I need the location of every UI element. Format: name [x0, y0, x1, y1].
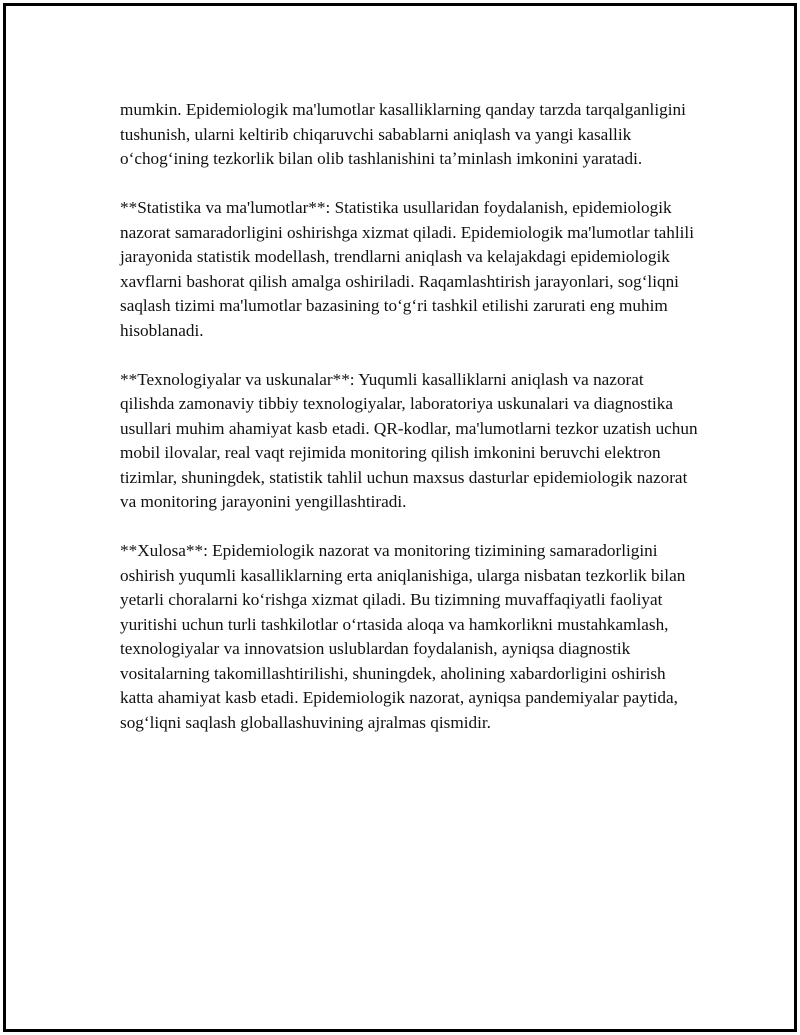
paragraph-technologies: **Texnologiyalar va uskunalar**: Yuqumli kasalliklarni aniqlash va nazorat qilishda zamonaviy tibbiy texnologiyalar, laboratoriya uskunalari va diagnostika usullari muhim ahamiyat kasb etadi. QR-kodlar, ma'lumotlarni tezkor uzatish uchun mobil ilovalar, real vaqt rejimida monitoring qilish imkonini beruvchi elektron tizimlar, shuningdek, statistik tahlil uchun maxsus dasturlar epidemiologik nazorat va monitoring jarayonini yengillashtiradi. — [120, 369, 698, 511]
paragraph-intro-continuation: mumkin. Epidemiologik ma'lumotlar kasalliklarning qanday tarzda tarqalganligini tushunish, ularni keltirib chiqaruvchi sabablarni aniqlash va yangi kasallik oʻchogʻining tezkorlik bilan olib tashlanishini taʼminlash imkonini yaratadi. — [120, 100, 686, 168]
paragraph-conclusion: **Xulosa**: Epidemiologik nazorat va monitoring tizimining samaradorligini oshirish yuqumli kasalliklarning erta aniqlanishiga, ularga nisbatan tezkorlik bilan yetarli choralarni koʻrishga xizmat qiladi. Bu tizimning muvaffaqiyatli faoliyat yuritishi uchun turli tashkilotlar oʻrtasida aloqa va hamkorlikni mustahkamlash, texnologiyalar va innovatsion uslublardan foydalanish, ayniqsa diagnostik vositalarning takomillashtirilishi, shuningdek, aholining xabardorligini oshirish katta ahamiyat kasb etadi. Epidemiologik nazorat, ayniqsa pandemiyalar paytida, sogʻliqni saqlash globallashuvining ajralmas qismidir. — [120, 541, 686, 732]
document-page — [3, 3, 797, 1032]
document-body — [120, 98, 700, 760]
paragraph-statistics: **Statistika va ma'lumotlar**: Statistika usullaridan foydalanish, epidemiologik nazorat samaradorligini oshirishga xizmat qiladi. Epidemiologik ma'lumotlar tahlili jarayonida statistik modellash, trendlarni aniqlash va kelajakdagi epidemiologik xavflarni bashorat qilish amalga oshiriladi. Raqamlashtirish jarayonlari, sogʻliqni saqlash tizimi ma'lumotlar bazasining toʻgʻri tashkil etilishi zarurati eng muhim hisoblanadi. — [120, 198, 694, 340]
